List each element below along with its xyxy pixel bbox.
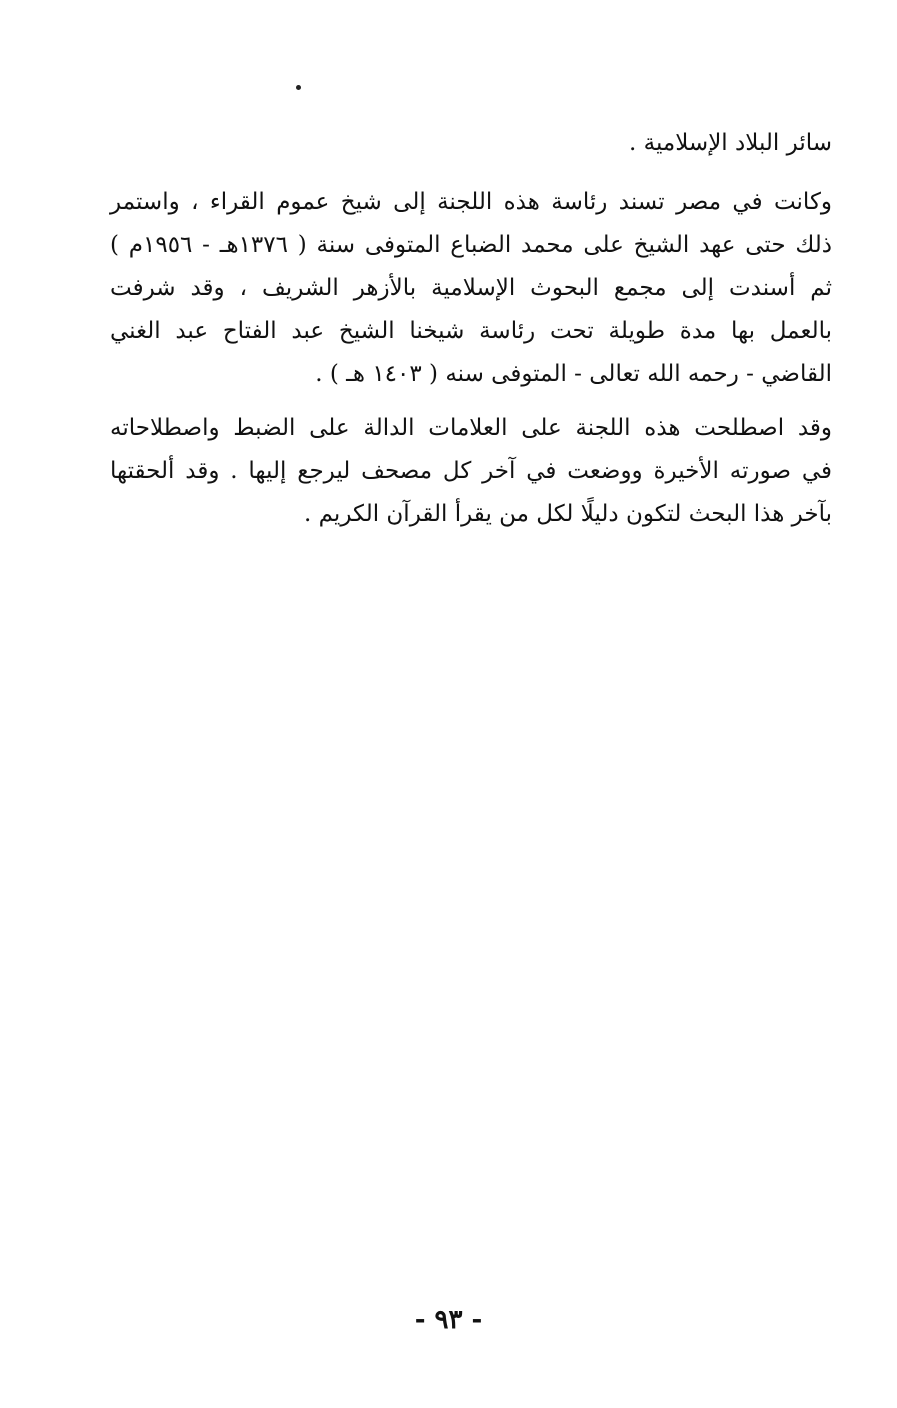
paragraph-3-line-3: بآخر هذا البحث لتكون دليلًا لكل من يقرأ القرآن الكريم . [303, 501, 832, 527]
paragraph-1-line-1: سائر البلاد الإسلامية . [628, 130, 832, 156]
page-number: - ٩٣ - [414, 1305, 483, 1335]
paragraph-3-line-2: في صورته الأخيرة ووضعت في آخر كل مصحف ليرجع إليها . وقد ألحقتها [110, 458, 832, 484]
paragraph-3-line-1: وقد اصطلحت هذه اللجنة على العلامات الدالة على الضبط واصطلاحاته [110, 415, 832, 441]
paragraph-2-line-2: ذلك حتى عهد الشيخ على محمد الضباع المتوفى سنة ( ١٣٧٦هـ - ١٩٥٦م ) [110, 232, 832, 258]
paragraph-2-line-4: بالعمل بها مدة طويلة تحت رئاسة شيخنا الشيخ عبد الفتاح عبد الغني [110, 318, 832, 344]
ink-dot-mark [296, 85, 301, 90]
paragraph-2 [110, 181, 832, 396]
paragraph-2-line-5: القاضي - رحمه الله تعالى - المتوفى سنه ( ١٤٠٣ هـ ) . [315, 361, 832, 387]
paragraph-2-line-3: ثم أسندت إلى مجمع البحوث الإسلامية بالأزهر الشريف ، وقد شرفت [110, 275, 832, 301]
paragraph-3 [110, 407, 832, 536]
paragraph-2-line-1: وكانت في مصر تسند رئاسة هذه اللجنة إلى شيخ عموم القراء ، واستمر [110, 189, 832, 215]
paragraph-1 [110, 122, 832, 165]
